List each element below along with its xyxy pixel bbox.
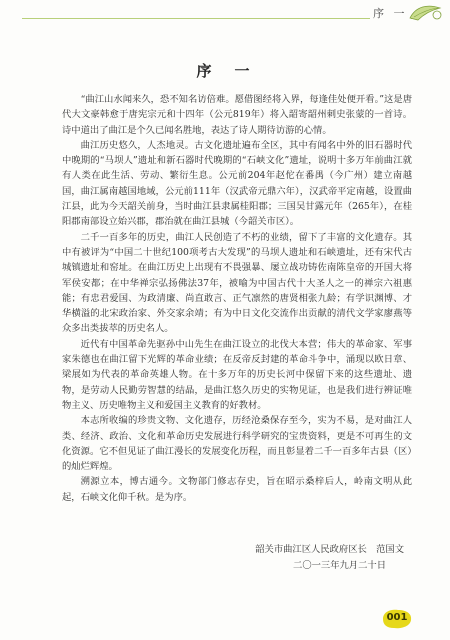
paragraph: 二千一百多年的历史，曲江人民创造了不朽的业绩，留下了丰富的文化遗存。其中有被评为“中国二十世纪100项考古大发现”的马坝人遗址和石峡遗址，还有宋代古城镇遗址和窑址。在曲江历史上出现有不畏强暴、屡立战功铸佐南陈皇帝的开国大将军侯安都；在中华禅宗弘扬佛法37年，被喻为中国古代十大圣人之一的禅宗六祖惠能；有忠君爱国、为政清廉、尚直敢言、正气凛然的唐贤相张九龄；有学识渊博、才华横溢的北宋政治家、外交家余靖；有为中日文化交流作出贡献的清代文学家廖燕等众多出类拔萃的历史名人。 xyxy=(62,231,412,335)
paragraph: 本志所收编的珍贵文物、文化遗存，历经沧桑保存至今，实为不易，是对曲江人类、经济、政治、文化和革命历史发展进行科学研究的宝贵资料，更是不可再生的文化资源。它不但见证了曲江漫长的发展变化历程，而且彰显着二千一百多年古县（区）的灿烂辉煌。 xyxy=(62,415,412,473)
paragraph: 近代有中国革命先驱孙中山先生在曲江设立的北伐大本营；伟大的革命家、军事家朱德也在曲江留下光辉的革命业绩；在反帝反封建的革命斗争中，涌现以欧日章、梁展如为代表的革命英雄人物。在十多万年的历史长河中保留下来的这些遗址、遗物，是劳动人民勤劳智慧的结晶，是曲江悠久历史的实物见证，也是我们进行辨证唯物主义、历史唯物主义和爱国主义教育的好教材。 xyxy=(62,338,412,411)
body-text xyxy=(62,92,412,505)
signature-author: 韶关市曲江区人民政府区长 范国文 xyxy=(255,544,404,555)
page-header xyxy=(0,0,450,26)
page-number-badge xyxy=(380,608,414,630)
running-title: 序 一 xyxy=(370,5,411,21)
signature-block xyxy=(255,542,404,574)
leaf-ornament-icon xyxy=(406,2,446,24)
paragraph: 溯源立本，博古通今。文物部门修志存史，旨在昭示桑梓后人，岭南文明从此起，石峡文化仰千秋。是为序。 xyxy=(62,476,412,503)
signature-date: 二〇一三年九月二十日 xyxy=(293,560,386,571)
page-title: 序 一 xyxy=(196,62,254,80)
header-rule xyxy=(22,18,412,19)
page-number: 001 xyxy=(386,612,408,623)
paragraph: 曲江历史悠久，人杰地灵。古文化遗址遍布全区，其中有闻名中外的旧石器时代中晚期的“马坝人”遗址和新石器时代晚期的“石峡文化”遗址，说明十多万年前曲江就有人类在此生活、劳动、繁衍生息。公元前204年赵佗在番禺（今广州）建立南越国，曲江属南越国地域，公元前111年（汉武帝元鼎六年），汉武帝平定南越，设置曲江县，此为今天韶关前身，当时曲江县隶属桂阳郡；三国吴甘露元年（265年），在桂阳郡南部设立始兴郡，郡治就在曲江县城（今韶关市区）。 xyxy=(62,139,412,228)
paragraph: “曲江山水闻来久，恐不知名访倍难。愿借图经将入界，每逢佳处便开看。”这是唐代大文豪韩愈于唐宪宗元和十四年（公元819年）将入韶寄韶州刺史张蒙的一首诗。诗中道出了曲江是个久已闻名胜地，表达了诗人期待访游的心情。 xyxy=(62,94,412,136)
